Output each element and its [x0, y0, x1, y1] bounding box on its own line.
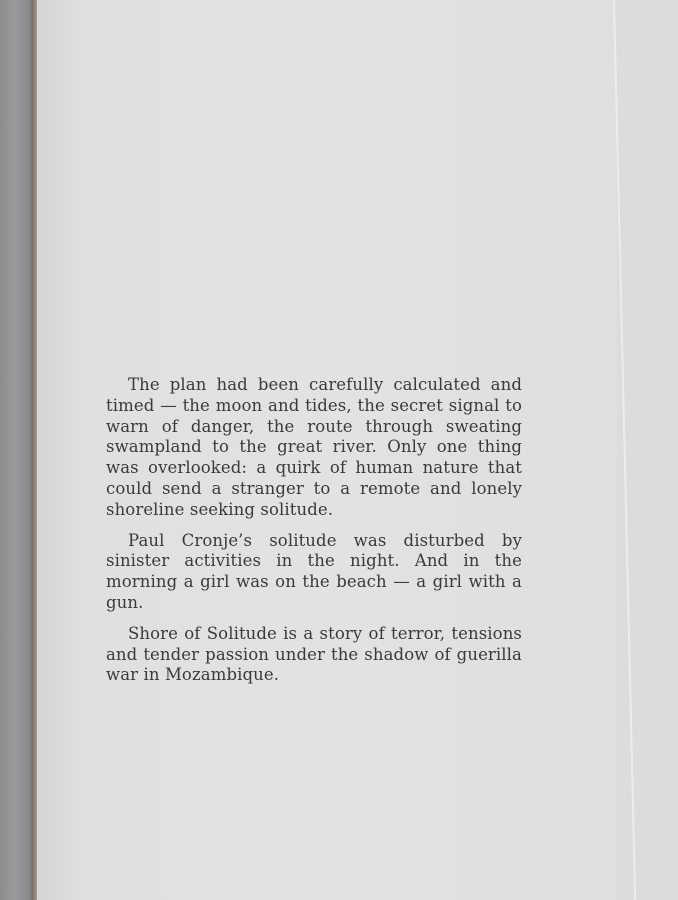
- blurb-paragraph-2: Paul Cronje’s solitude was disturbed by sinister activities in the night. And in the morning a girl was on the beach — a girl with a gun.: [106, 530, 522, 612]
- blurb-text: [106, 375, 522, 696]
- book-spine: [0, 0, 36, 900]
- blurb-paragraph-3: Shore of Solitude is a story of terror, tensions and tender passion under the shadow of guerilla war in Mozambique.: [106, 623, 522, 685]
- blurb-paragraph-1: The plan had been carefully calculated and timed — the moon and tides, the secret signal to warn of danger, the route through sweating swampland to the great river. Only one thing was overlooked: a quirk of human nature that could send a stranger to a remote and lonely shoreline seeking solitude.: [106, 375, 522, 519]
